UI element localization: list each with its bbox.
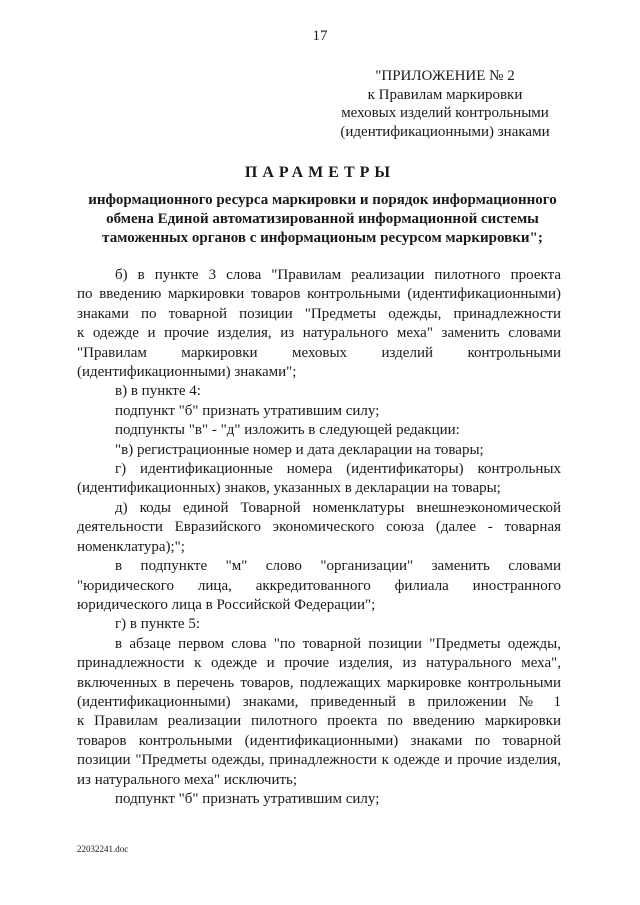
- body-line: (идентификационных) знаков, указанных в декларации на товары;: [77, 480, 501, 497]
- appendix-line: "ПРИЛОЖЕНИЕ № 2: [375, 68, 515, 84]
- document-heading: ПАРАМЕТРЫ: [244, 164, 396, 181]
- body-line: "Правилам маркировки меховых изделий контрольными: [77, 344, 561, 361]
- body-line: принадлежности к одежде и прочие изделия, из натурального меха",: [77, 655, 561, 672]
- body-line: товаров контрольными (идентификационными) знаками по товарной: [77, 732, 561, 749]
- body-line: позиции "Предметы одежды, принадлежности к одежде и прочие изделия,: [77, 752, 561, 769]
- body-line: знаками по товарной позиции "Предметы одежды, принадлежности: [77, 305, 561, 322]
- body-line: к одежде и прочие изделия, из натурального меха" заменить словами: [77, 325, 561, 342]
- body-line: б) в пункте 3 слова "Правилам реализации пилотного проекта: [115, 267, 561, 283]
- body-line: деятельности Евразийского экономического союза (далее - товарная: [77, 519, 561, 536]
- subheading-line: информационного ресурса маркировки и порядок информационного: [88, 192, 557, 208]
- document-subheading: [60, 191, 585, 248]
- body-line: "юридического лица, аккредитованного филиала иностранного: [77, 577, 561, 594]
- body-line: г) в пункте 5:: [115, 616, 201, 633]
- body-line: д) коды единой Товарной номенклатуры внешнеэкономической: [115, 499, 561, 516]
- body-line: включенных в перечень товаров, подлежащих маркировке контрольными: [77, 674, 561, 691]
- body-line: подпункт "б" признать утратившим силу;: [115, 402, 380, 419]
- body-line: г) идентификационные номера (идентификаторы) контрольных: [115, 461, 561, 478]
- body-line: в абзаце первом слова "по товарной позиции "Предметы одежды,: [115, 635, 561, 652]
- body-line: "в) регистрационные номер и дата декларации на товары;: [115, 441, 484, 458]
- body-line: подпункт "б" признать утратившим силу;: [115, 790, 380, 807]
- subheading-line: таможенных органов с информационым ресурсом маркировки";: [102, 230, 543, 246]
- body-line: в подпункте "м" слово "организации" заменить словами: [115, 558, 561, 575]
- footer-filename: 22032241.doc: [77, 844, 129, 854]
- body-line: номенклатура);";: [77, 538, 185, 555]
- body-line: подпункты "в" - "д" изложить в следующей редакции:: [115, 422, 460, 439]
- body-line: (идентификационными) знаками";: [77, 364, 297, 381]
- document-body: [77, 266, 561, 809]
- appendix-line: меховых изделий контрольными: [341, 105, 549, 121]
- body-line: к Правилам реализации пилотного проекта по введению маркировки: [77, 713, 561, 730]
- appendix-line: (идентификационными) знаками: [340, 123, 550, 140]
- body-line: из натурального меха" исключить;: [77, 771, 298, 788]
- appendix-line: к Правилам маркировки: [367, 86, 523, 103]
- body-line: по введению маркировки товаров контрольными (идентификационными): [77, 286, 561, 303]
- page-number: 17: [312, 28, 328, 44]
- appendix-header: [300, 67, 590, 141]
- body-line: в) в пункте 4:: [115, 383, 201, 400]
- subheading-line: обмена Единой автоматизированной информационной системы: [106, 211, 539, 227]
- body-line: юридического лица в Российской Федерации";: [77, 596, 376, 613]
- body-line: (идентификационными) знаками, приведенный в приложении № 1: [77, 693, 561, 710]
